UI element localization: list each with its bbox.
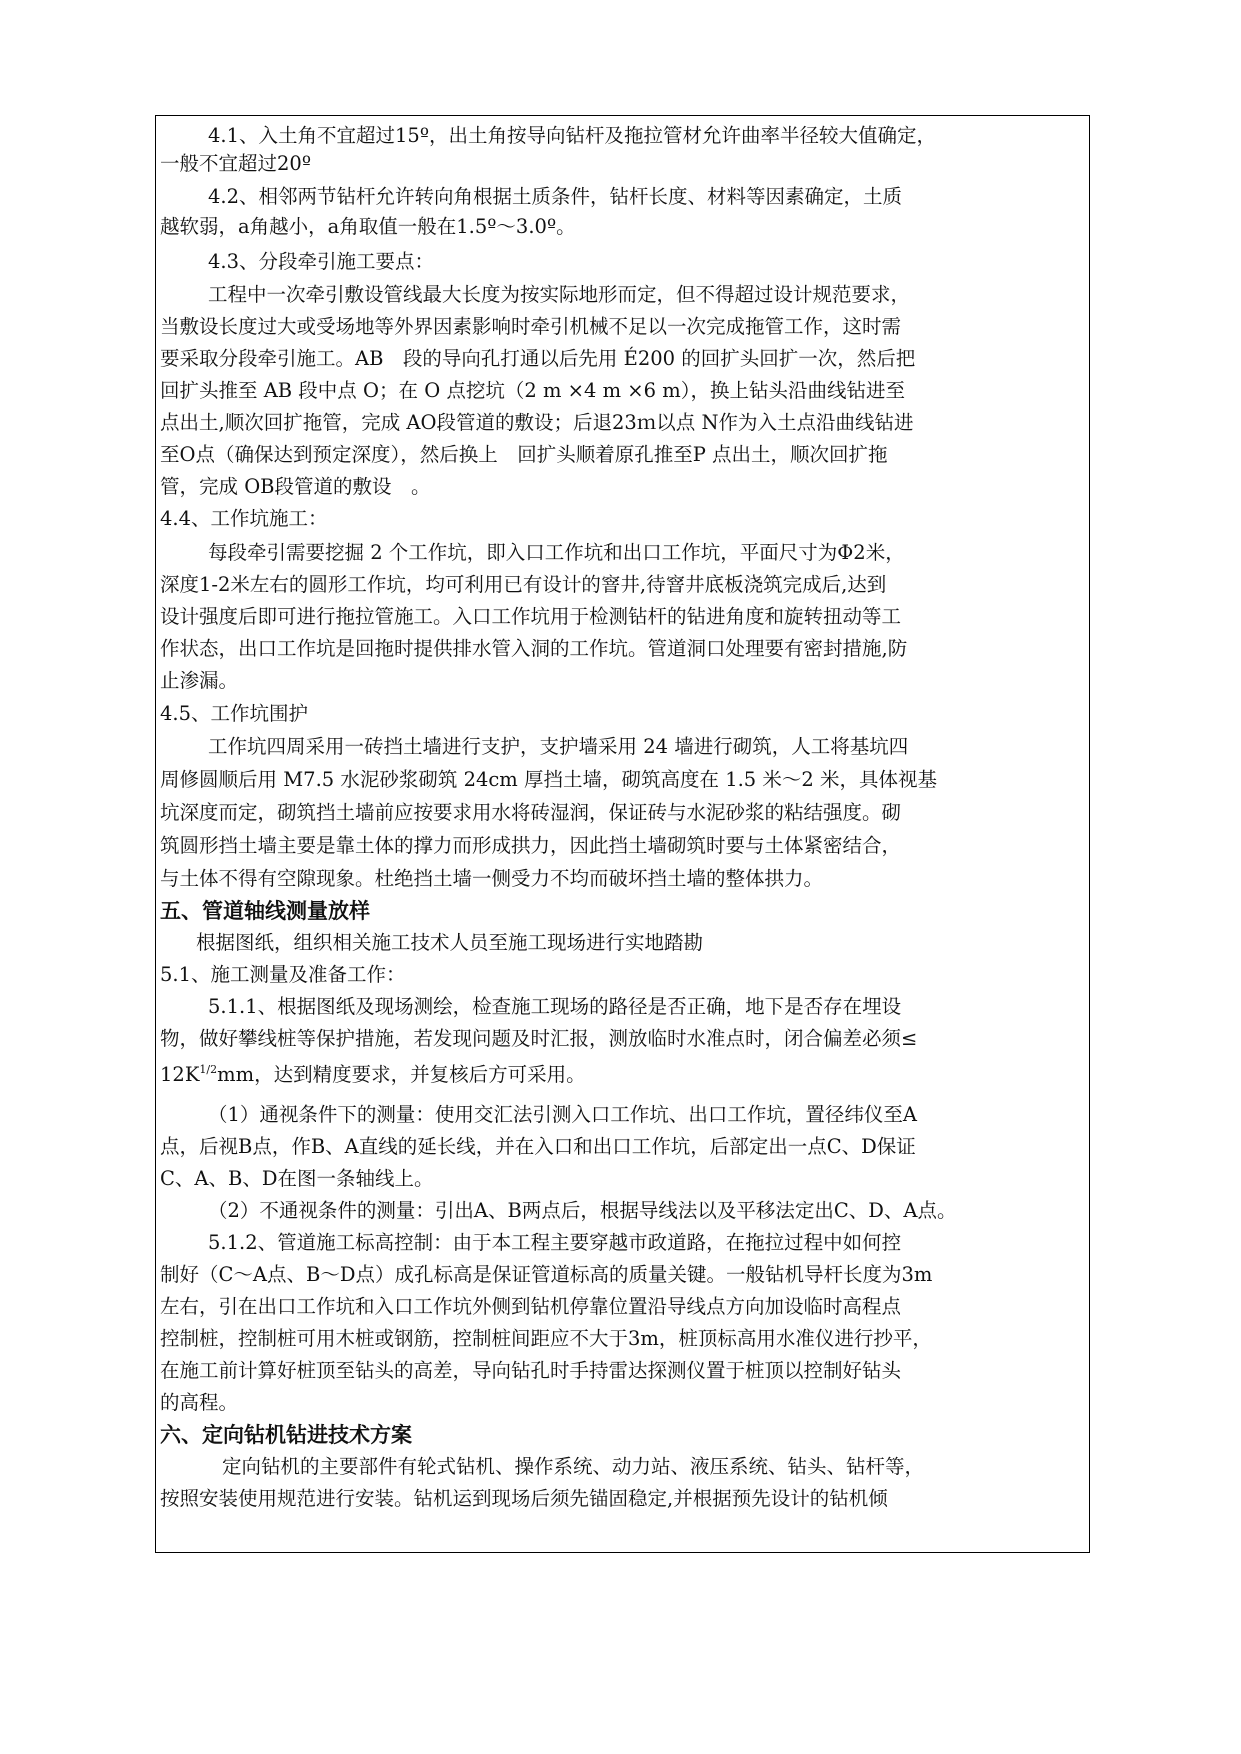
paragraph-line: （1）通视条件下的测量：使用交汇法引测入口工作坑、出口工作坑，置径纬仪至A: [208, 1103, 917, 1126]
paragraph-line: 5.1.1、根据图纸及现场测绘，检查施工现场的路径是否正确，地下是否存在埋设: [208, 995, 902, 1018]
paragraph-line: （2）不通视条件的测量：引出A、B两点后，根据导线法以及平移法定出C、D、A点。: [208, 1199, 957, 1222]
paragraph-line: 5.1.2、管道施工标高控制：由于本工程主要穿越市政道路，在拖拉过程中如何控: [208, 1231, 902, 1254]
formula-tail: mm，达到精度要求，并复核后方可采用。: [217, 1063, 586, 1086]
paragraph-line: 控制桩，控制桩可用木桩或钢筋，控制桩间距应不大于3m，桩顶标高用水准仪进行抄平，: [160, 1327, 932, 1350]
paragraph-line: 根据图纸，组织相关施工技术人员至施工现场进行实地踏勘: [196, 931, 704, 954]
paragraph-line: 每段牵引需要挖掘 2 个工作坑，即入口工作坑和出口工作坑，平面尺寸为Φ2米，: [208, 541, 905, 564]
paragraph-line: 要采取分段牵引施工。AB 段的导向孔打通以后先用 É200 的回扩头回扩一次，然后把: [160, 347, 916, 370]
paragraph-line: 点出土,顺次回扩拖管，完成 AO段管道的敷设；后退23ｍ以点 N作为入土点沿曲线钻进: [160, 411, 914, 434]
paragraph-line: 筑圆形挡土墙主要是靠土体的撑力而形成拱力，因此挡土墙砌筑时要与土体紧密结合，: [160, 834, 902, 857]
paragraph-line: 设计强度后即可进行拖拉管施工。入口工作坑用于检测钻杆的钻进角度和旋转扭动等工: [160, 605, 902, 628]
paragraph-line: 在施工前计算好桩顶至钻头的高差，导向钻孔时手持雷达探测仪置于桩顶以控制好钻头: [160, 1359, 902, 1382]
paragraph-line: 的高程。: [160, 1391, 239, 1414]
paragraph-line: 4.5、工作坑围护: [160, 702, 309, 725]
paragraph-line: 管，完成 OB段管道的敷设 。: [160, 475, 431, 498]
paragraph-line: 工作坑四周采用一砖挡土墙进行支护，支护墙采用 24 墙进行砌筑，人工将基坑四: [208, 735, 909, 758]
paragraph-line: 一般不宜超过20º: [160, 152, 311, 175]
paragraph-line: 4.4、工作坑施工：: [160, 507, 328, 530]
paragraph-line: 4.1、入土角不宜超过15º，出土角按导向钻杆及拖拉管材允许曲率半径较大值确定，: [208, 124, 936, 147]
paragraph-line: 左右，引在出口工作坑和入口工作坑外侧到钻机停靠位置沿导线点方向加设临时高程点: [160, 1295, 902, 1318]
paragraph-line: 当敷设长度过大或受场地等外界因素影响时牵引机械不足以一次完成拖管工作，这时需: [160, 315, 902, 338]
section-heading: 五、管道轴线测量放样: [160, 898, 370, 923]
paragraph-line: 4.3、分段牵引施工要点：: [208, 250, 435, 273]
paragraph-line: 制好（C～A点、B～D点）成孔标高是保证管道标高的质量关键。一般钻机导杆长度为3m: [160, 1263, 933, 1286]
paragraph-line: 与土体不得有空隙现象。杜绝挡土墙一侧受力不均而破坏挡土墙的整体拱力。: [160, 867, 824, 890]
section-heading: 六、定向钻机钻进技术方案: [160, 1422, 412, 1447]
paragraph-line: 越软弱，a角越小，a角取值一般在1.5º～3.0º。: [160, 215, 576, 238]
paragraph-line: 按照安装使用规范进行安装。钻机运到现场后须先锚固稳定,并根据预先设计的钻机倾: [160, 1487, 888, 1510]
paragraph-line: 工程中一次牵引敷设管线最大长度为按实际地形而定，但不得超过设计规范要求，: [208, 283, 911, 306]
paragraph-line: 点，后视B点，作B、A直线的延长线，并在入口和出口工作坑，后部定出一点C、D保证: [160, 1135, 916, 1158]
paragraph-line: 周修圆顺后用 M7.5 水泥砂浆砌筑 24cm 厚挡土墙，砌筑高度在 1.5 米～2 米，具体视基: [160, 768, 938, 791]
paragraph-line: 5.1、施工测量及准备工作：: [160, 963, 406, 986]
paragraph-line: [160, 1061, 1085, 1089]
paragraph-line: 止渗漏。: [160, 669, 239, 692]
paragraph-line: 回扩头推至 AB 段中点 O；在 O 点挖坑（2 m ×4 m ×6 m），换上钻头沿曲线钻进至: [160, 379, 905, 402]
paragraph-line: 深度1-2米左右的圆形工作坑，均可利用已有设计的窨井,待窨井底板浇筑完成后,达到: [160, 573, 887, 596]
paragraph-line: 至O点（确保达到预定深度），然后换上 回扩头顺着原孔推至P 点出土，顺次回扩拖: [160, 443, 888, 466]
paragraph-line: C、A、B、D在图一条轴线上。: [160, 1167, 434, 1190]
paragraph-line: 4.2、相邻两节钻杆允许转向角根据土质条件，钻杆长度、材料等因素确定，土质: [208, 185, 903, 208]
paragraph-line: 物，做好攀线桩等保护措施，若发现问题及时汇报，测放临时水准点时，闭合偏差必须≤: [160, 1027, 918, 1050]
paragraph-line: 坑深度而定，砌筑挡土墙前应按要求用水将砖湿润，保证砖与水泥砂浆的粘结强度。砌: [160, 801, 902, 824]
formula-base: 12K: [160, 1063, 200, 1086]
formula-exponent: 1/2: [199, 1063, 218, 1076]
paragraph-line: 作状态，出口工作坑是回拖时提供排水管入洞的工作坑。管道洞口处理要有密封措施,防: [160, 637, 908, 660]
paragraph-line: 定向钻机的主要部件有轮式钻机、操作系统、动力站、液压系统、钻头、钻杆等，: [222, 1455, 925, 1478]
